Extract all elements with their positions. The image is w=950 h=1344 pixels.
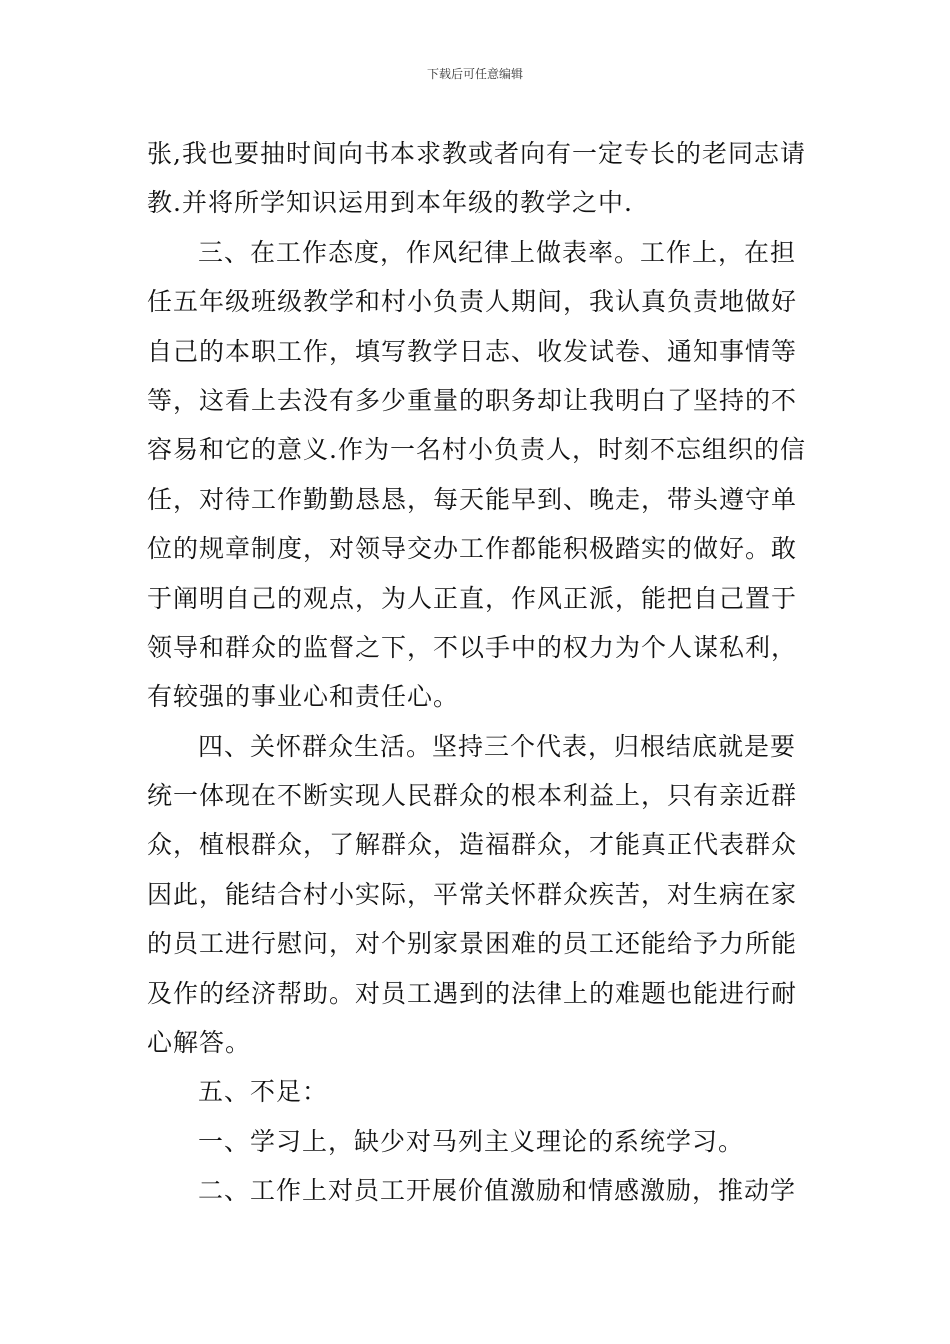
- text-line: 于阐明自己的观点，为人正直，作风正派，能把自己置于: [147, 583, 798, 613]
- text-line: 自己的本职工作，填写教学日志、收发试卷、通知事情等: [147, 336, 798, 366]
- text-line: 因此，能结合村小实际，平常关怀群众疾苦，对生病在家: [147, 879, 798, 909]
- text-line: 的员工进行慰问，对个别家景困难的员工还能给予力所能: [147, 929, 798, 959]
- page-header: 下载后可任意编辑: [426, 67, 523, 81]
- text-line: 众，植根群众，了解群众，造福群众，才能真正代表群众: [147, 830, 798, 860]
- text-line: 五、不足：: [198, 1077, 329, 1107]
- text-line: 任，对待工作勤勤恳恳，每天能早到、晚走，带头遵守单: [147, 484, 798, 514]
- text-line: 及作的经济帮助。对员工遇到的法律上的难题也能进行耐: [147, 978, 798, 1008]
- text-line: 领导和群众的监督之下，不以手中的权力为个人谋私利，: [147, 632, 798, 662]
- text-line: 任五年级班级教学和村小负责人期间，我认真负责地做好: [147, 287, 798, 317]
- text-line: 位的规章制度，对领导交办工作都能积极踏实的做好。敢: [147, 534, 798, 564]
- text-line: 二、工作上对员工开展价值激励和情感激励，推动学: [198, 1176, 797, 1206]
- text-line: 有较强的事业心和责任心。: [147, 682, 460, 712]
- text-line: 心解答。: [147, 1028, 252, 1058]
- text-line: 统一体现在不断实现人民群众的根本利益上，只有亲近群: [147, 781, 798, 811]
- document-body: [147, 129, 807, 1216]
- text-line: 容易和它的意义.作为一名村小负责人，时刻不忘组织的信: [147, 435, 806, 465]
- text-line: 等，这看上去没有多少重量的职务却让我明白了坚持的不: [147, 385, 798, 415]
- text-line: 三、在工作态度，作风纪律上做表率。工作上，在担: [198, 237, 797, 267]
- text-line: 一、学习上，缺少对马列主义理论的系统学习。: [198, 1126, 745, 1156]
- text-line: 四、关怀群众生活。坚持三个代表，归根结底就是要: [198, 731, 797, 761]
- text-line: 教.并将所学知识运用到本年级的教学之中.: [147, 188, 633, 218]
- text-line: 张,我也要抽时间向书本求教或者向有一定专长的老同志请: [147, 139, 806, 168]
